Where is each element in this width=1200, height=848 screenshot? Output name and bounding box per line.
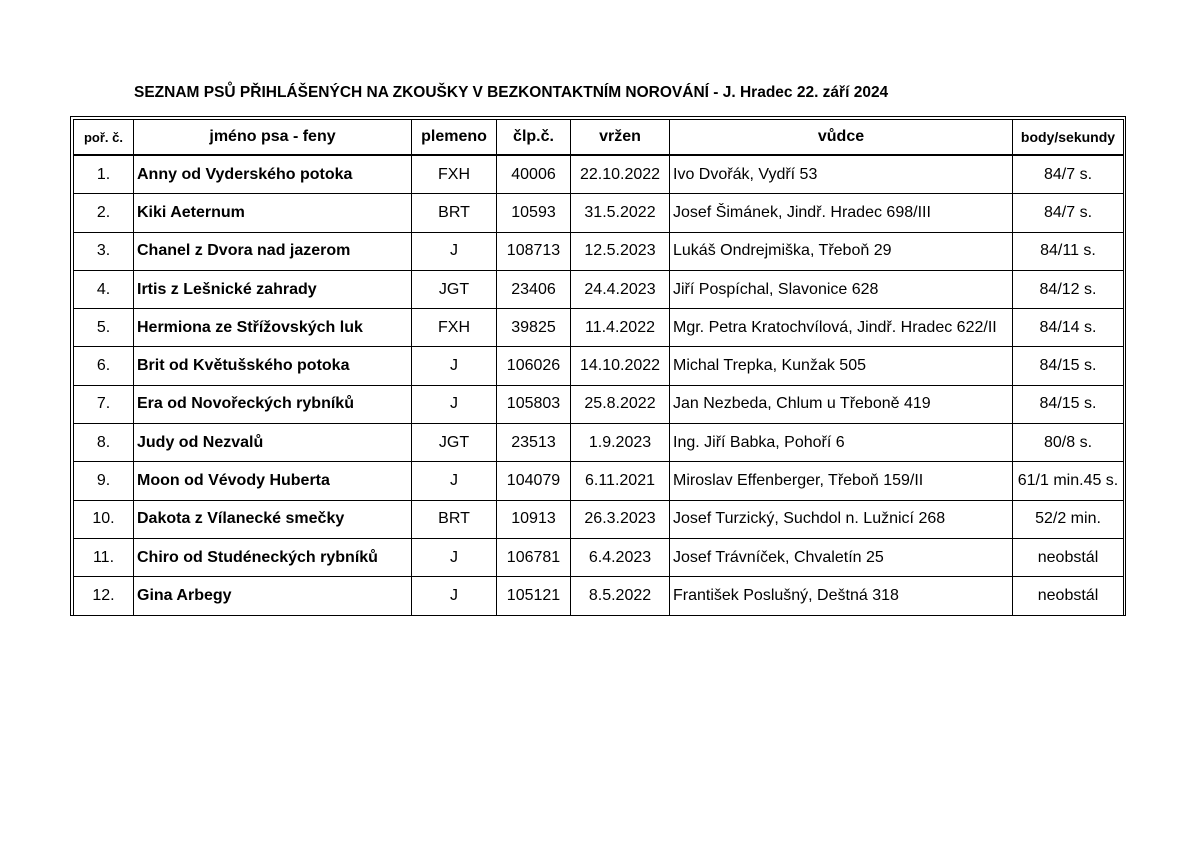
cell-registration: 106026 [497, 347, 571, 385]
cell-registration: 108713 [497, 232, 571, 270]
document-title: SEZNAM PSŮ PŘIHLÁŠENÝCH NA ZKOUŠKY V BEZKONTAKTNÍM NOROVÁNÍ - J. Hradec 22. září 2024 [134, 84, 889, 101]
cell-breed: J [412, 232, 497, 270]
cell-score: 84/11 s. [1013, 232, 1124, 270]
cell-handler: Michal Trepka, Kunžak 505 [670, 347, 1013, 385]
cell-breed: BRT [412, 500, 497, 538]
cell-breed: FXH [412, 309, 497, 347]
cell-order: 9. [74, 462, 134, 500]
cell-score: 84/15 s. [1013, 385, 1124, 423]
cell-score: 84/14 s. [1013, 309, 1124, 347]
cell-breed: BRT [412, 194, 497, 232]
table-row [74, 194, 1124, 232]
table-row [74, 232, 1124, 270]
cell-breed: J [412, 385, 497, 423]
cell-handler: František Poslušný, Deštná 318 [670, 577, 1013, 615]
cell-born: 14.10.2022 [571, 347, 670, 385]
cell-dog-name: Gina Arbegy [134, 577, 412, 615]
cell-registration: 104079 [497, 462, 571, 500]
col-header-dog-name: jméno psa - feny [134, 120, 412, 156]
cell-dog-name: Chanel z Dvora nad jazerom [134, 232, 412, 270]
cell-order: 4. [74, 270, 134, 308]
col-header-born: vržen [571, 120, 670, 156]
table-row [74, 309, 1124, 347]
cell-registration: 39825 [497, 309, 571, 347]
col-header-order: poř. č. [74, 120, 134, 156]
cell-registration: 10913 [497, 500, 571, 538]
cell-born: 22.10.2022 [571, 155, 670, 194]
cell-order: 2. [74, 194, 134, 232]
cell-breed: J [412, 538, 497, 576]
table-row [74, 385, 1124, 423]
table-row [74, 577, 1124, 615]
table-row [74, 500, 1124, 538]
cell-order: 5. [74, 309, 134, 347]
cell-breed: J [412, 462, 497, 500]
cell-breed: JGT [412, 424, 497, 462]
cell-score: 52/2 min. [1013, 500, 1124, 538]
cell-handler: Ivo Dvořák, Vydří 53 [670, 155, 1013, 194]
cell-registration: 105121 [497, 577, 571, 615]
col-header-score: body/sekundy [1013, 120, 1124, 156]
cell-score: 61/1 min.45 s. [1013, 462, 1124, 500]
cell-score: neobstál [1013, 577, 1124, 615]
cell-born: 12.5.2023 [571, 232, 670, 270]
cell-order: 7. [74, 385, 134, 423]
table-row [74, 155, 1124, 194]
cell-dog-name: Judy od Nezvalů [134, 424, 412, 462]
cell-dog-name: Dakota z Vílanecké smečky [134, 500, 412, 538]
table-row [74, 538, 1124, 576]
cell-dog-name: Chiro od Studéneckých rybníků [134, 538, 412, 576]
cell-born: 11.4.2022 [571, 309, 670, 347]
cell-breed: FXH [412, 155, 497, 194]
cell-breed: J [412, 577, 497, 615]
cell-born: 26.3.2023 [571, 500, 670, 538]
col-header-breed: plemeno [412, 120, 497, 156]
cell-score: 80/8 s. [1013, 424, 1124, 462]
cell-breed: J [412, 347, 497, 385]
cell-born: 25.8.2022 [571, 385, 670, 423]
cell-handler: Josef Trávníček, Chvaletín 25 [670, 538, 1013, 576]
cell-born: 1.9.2023 [571, 424, 670, 462]
cell-order: 1. [74, 155, 134, 194]
cell-handler: Jiří Pospíchal, Slavonice 628 [670, 270, 1013, 308]
cell-handler: Jan Nezbeda, Chlum u Třeboně 419 [670, 385, 1013, 423]
cell-born: 6.11.2021 [571, 462, 670, 500]
cell-order: 10. [74, 500, 134, 538]
col-header-handler: vůdce [670, 120, 1013, 156]
results-table [73, 119, 1124, 616]
cell-dog-name: Anny od Vyderského potoka [134, 155, 412, 194]
cell-handler: Miroslav Effenberger, Třeboň 159/II [670, 462, 1013, 500]
cell-dog-name: Hermiona ze Střížovských luk [134, 309, 412, 347]
cell-score: 84/7 s. [1013, 194, 1124, 232]
table-row [74, 462, 1124, 500]
cell-handler: Josef Šimánek, Jindř. Hradec 698/III [670, 194, 1013, 232]
cell-registration: 106781 [497, 538, 571, 576]
table-row [74, 347, 1124, 385]
cell-order: 3. [74, 232, 134, 270]
cell-born: 8.5.2022 [571, 577, 670, 615]
cell-handler: Mgr. Petra Kratochvílová, Jindř. Hradec 622/II [670, 309, 1013, 347]
cell-born: 31.5.2022 [571, 194, 670, 232]
cell-registration: 10593 [497, 194, 571, 232]
table-header-row [74, 120, 1124, 156]
cell-dog-name: Irtis z Lešnické zahrady [134, 270, 412, 308]
cell-registration: 40006 [497, 155, 571, 194]
cell-dog-name: Brit od Květušského potoka [134, 347, 412, 385]
cell-order: 12. [74, 577, 134, 615]
cell-score: 84/12 s. [1013, 270, 1124, 308]
cell-born: 24.4.2023 [571, 270, 670, 308]
cell-order: 11. [74, 538, 134, 576]
cell-order: 8. [74, 424, 134, 462]
cell-handler: Ing. Jiří Babka, Pohoří 6 [670, 424, 1013, 462]
cell-born: 6.4.2023 [571, 538, 670, 576]
cell-score: neobstál [1013, 538, 1124, 576]
cell-dog-name: Kiki Aeternum [134, 194, 412, 232]
table-row [74, 424, 1124, 462]
cell-score: 84/15 s. [1013, 347, 1124, 385]
table-body [74, 155, 1124, 615]
cell-registration: 23513 [497, 424, 571, 462]
cell-score: 84/7 s. [1013, 155, 1124, 194]
cell-registration: 105803 [497, 385, 571, 423]
cell-registration: 23406 [497, 270, 571, 308]
cell-dog-name: Era od Novořeckých rybníků [134, 385, 412, 423]
cell-handler: Lukáš Ondrejmiška, Třeboň 29 [670, 232, 1013, 270]
cell-breed: JGT [412, 270, 497, 308]
table-row [74, 270, 1124, 308]
col-header-registration: člp.č. [497, 120, 571, 156]
results-table-frame [70, 116, 1126, 616]
cell-handler: Josef Turzický, Suchdol n. Lužnicí 268 [670, 500, 1013, 538]
cell-dog-name: Moon od Vévody Huberta [134, 462, 412, 500]
cell-order: 6. [74, 347, 134, 385]
